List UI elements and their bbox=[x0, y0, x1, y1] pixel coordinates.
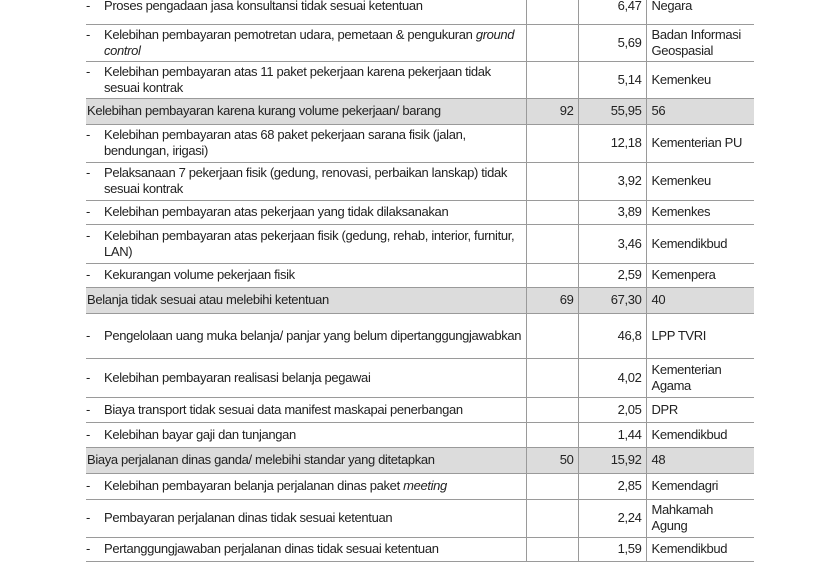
findings-table-container bbox=[86, 0, 754, 562]
value-cell: 67,30 bbox=[578, 287, 646, 313]
value-cell: 3,46 bbox=[578, 224, 646, 263]
finding-text bbox=[104, 267, 522, 283]
finding-item bbox=[86, 127, 522, 159]
entity-cell: 56 bbox=[646, 98, 754, 124]
finding-text-main: Kelebihan pembayaran pemotretan udara, pemetaan & pengukuran bbox=[104, 26, 476, 42]
finding-text-main: Pembayaran perjalanan dinas tidak sesuai ketentuan bbox=[104, 510, 393, 525]
count-cell: 69 bbox=[526, 287, 578, 313]
category-title: Kelebihan pembayaran karena kurang volume pekerjaan/ barang bbox=[87, 103, 441, 118]
category-row bbox=[86, 287, 754, 313]
finding-item bbox=[86, 228, 522, 260]
description-cell bbox=[86, 124, 526, 162]
finding-text bbox=[104, 328, 522, 344]
bullet-marker: - bbox=[86, 327, 90, 343]
count-cell bbox=[526, 499, 578, 537]
entity-cell: Kemendikbud bbox=[646, 224, 754, 263]
bullet-marker: - bbox=[86, 227, 90, 243]
finding-row bbox=[86, 313, 754, 358]
finding-text-italic: ground control bbox=[104, 26, 515, 58]
finding-text bbox=[104, 541, 522, 557]
value-cell: 12,18 bbox=[578, 124, 646, 162]
count-cell bbox=[526, 397, 578, 422]
finding-text-main: Pengelolaan uang muka belanja/ panjar yang belum dipertanggungjawabkan bbox=[104, 327, 522, 343]
finding-text-main: Kelebihan bayar gaji dan tunjangan bbox=[104, 426, 296, 442]
bullet-marker: - bbox=[86, 541, 90, 556]
description-cell bbox=[86, 0, 526, 24]
entity-cell: Kemendagri bbox=[646, 473, 754, 499]
value-cell: 3,92 bbox=[578, 162, 646, 200]
finding-item bbox=[86, 427, 522, 443]
finding-row bbox=[86, 422, 754, 447]
entity-cell: Kementerian PU bbox=[646, 124, 754, 162]
description-cell bbox=[86, 422, 526, 447]
value-cell: 5,14 bbox=[578, 61, 646, 98]
finding-item bbox=[86, 370, 522, 386]
description-cell bbox=[86, 447, 526, 473]
value-cell: 46,8 bbox=[578, 313, 646, 358]
bullet-marker: - bbox=[86, 204, 90, 219]
finding-text bbox=[104, 204, 522, 220]
finding-text bbox=[104, 127, 522, 159]
value-cell: 2,05 bbox=[578, 397, 646, 422]
finding-text-main: Kelebihan pembayaran atas 11 paket pekerjaan karena pekerjaan tidak sesuai kontrak bbox=[104, 63, 491, 95]
finding-item bbox=[86, 165, 522, 197]
finding-text-italic: meeting bbox=[403, 478, 447, 493]
finding-row bbox=[86, 499, 754, 537]
value-cell: 6,47 bbox=[578, 0, 646, 24]
finding-text-main: Proses pengadaan jasa konsultansi tidak sesuai ketentuan bbox=[104, 0, 423, 13]
bullet-marker: - bbox=[86, 165, 90, 180]
count-cell: 92 bbox=[526, 98, 578, 124]
count-cell bbox=[526, 200, 578, 224]
value-cell: 5,69 bbox=[578, 24, 646, 61]
count-cell bbox=[526, 358, 578, 397]
finding-text-main: Kelebihan pembayaran realisasi belanja pegawai bbox=[104, 369, 371, 385]
description-cell bbox=[86, 200, 526, 224]
count-cell bbox=[526, 224, 578, 263]
entity-cell: DPR bbox=[646, 397, 754, 422]
finding-item bbox=[86, 510, 522, 526]
finding-row bbox=[86, 124, 754, 162]
description-cell bbox=[86, 224, 526, 263]
finding-item bbox=[86, 267, 522, 283]
value-cell: 2,59 bbox=[578, 263, 646, 287]
entity-cell: 40 bbox=[646, 287, 754, 313]
finding-text-main: Kelebihan pembayaran atas 68 paket pekerjaan sarana fisik (jalan, bendungan, irigasi) bbox=[104, 127, 466, 158]
finding-text-main: Kekurangan volume pekerjaan fisik bbox=[104, 267, 295, 282]
count-cell: 50 bbox=[526, 447, 578, 473]
entity-cell: Kemenpera bbox=[646, 263, 754, 287]
count-cell bbox=[526, 162, 578, 200]
count-cell bbox=[526, 263, 578, 287]
finding-item bbox=[86, 0, 522, 14]
bullet-marker: - bbox=[86, 369, 90, 385]
value-cell: 1,44 bbox=[578, 422, 646, 447]
finding-text-main: Pelaksanaan 7 pekerjaan fisik (gedung, renovasi, perbaikan lanskap) tidak sesuai kontrak bbox=[104, 165, 507, 196]
value-cell: 1,59 bbox=[578, 537, 646, 561]
category-title: Belanja tidak sesuai atau melebihi ketentuan bbox=[87, 292, 329, 307]
finding-row bbox=[86, 200, 754, 224]
finding-row bbox=[86, 473, 754, 499]
entity-cell: Kemendikbud bbox=[646, 422, 754, 447]
entity-cell: Kemenkes bbox=[646, 200, 754, 224]
count-cell bbox=[526, 473, 578, 499]
category-row bbox=[86, 98, 754, 124]
findings-table bbox=[86, 0, 754, 562]
bullet-marker: - bbox=[86, 426, 90, 442]
finding-item bbox=[86, 402, 522, 418]
entity-cell: Kemenkeu bbox=[646, 162, 754, 200]
finding-text-main: Pertanggungjawaban perjalanan dinas tidak sesuai ketentuan bbox=[104, 541, 439, 556]
bullet-marker: - bbox=[86, 478, 90, 493]
count-cell bbox=[526, 61, 578, 98]
finding-text bbox=[104, 0, 522, 14]
finding-text bbox=[104, 402, 522, 418]
description-cell bbox=[86, 287, 526, 313]
bullet-marker: - bbox=[86, 63, 90, 79]
finding-text bbox=[104, 478, 522, 494]
description-cell bbox=[86, 358, 526, 397]
finding-row bbox=[86, 358, 754, 397]
description-cell bbox=[86, 397, 526, 422]
finding-item bbox=[86, 328, 522, 344]
entity-cell: Negara bbox=[646, 0, 754, 24]
finding-item bbox=[86, 64, 522, 96]
value-cell: 55,95 bbox=[578, 98, 646, 124]
count-cell bbox=[526, 313, 578, 358]
value-cell: 3,89 bbox=[578, 200, 646, 224]
entity-cell: LPP TVRI bbox=[646, 313, 754, 358]
finding-text bbox=[104, 27, 522, 59]
value-cell: 4,02 bbox=[578, 358, 646, 397]
description-cell bbox=[86, 313, 526, 358]
finding-text bbox=[104, 64, 522, 96]
count-cell bbox=[526, 537, 578, 561]
finding-row bbox=[86, 0, 754, 24]
finding-item bbox=[86, 204, 522, 220]
bullet-marker: - bbox=[86, 267, 90, 282]
entity-cell: Kemendikbud bbox=[646, 537, 754, 561]
finding-item bbox=[86, 478, 522, 494]
bullet-marker: - bbox=[86, 26, 90, 42]
count-cell bbox=[526, 422, 578, 447]
value-cell: 2,24 bbox=[578, 499, 646, 537]
description-cell bbox=[86, 537, 526, 561]
count-cell bbox=[526, 24, 578, 61]
description-cell bbox=[86, 162, 526, 200]
finding-text bbox=[104, 165, 522, 197]
finding-text bbox=[104, 370, 522, 386]
finding-text bbox=[104, 228, 522, 260]
description-cell bbox=[86, 24, 526, 61]
entity-cell: 48 bbox=[646, 447, 754, 473]
finding-text-main: Biaya transport tidak sesuai data manifest maskapai penerbangan bbox=[104, 401, 463, 417]
finding-row bbox=[86, 263, 754, 287]
entity-cell: Mahkamah Agung bbox=[646, 499, 754, 537]
finding-row bbox=[86, 162, 754, 200]
finding-text-main: Kelebihan pembayaran atas pekerjaan yang tidak dilaksanakan bbox=[104, 204, 449, 219]
bullet-marker: - bbox=[86, 401, 90, 417]
finding-text-main: Kelebihan pembayaran belanja perjalanan dinas paket bbox=[104, 478, 404, 493]
description-cell bbox=[86, 61, 526, 98]
finding-row bbox=[86, 24, 754, 61]
finding-row bbox=[86, 397, 754, 422]
finding-row bbox=[86, 224, 754, 263]
findings-table-body bbox=[86, 0, 754, 561]
bullet-marker: - bbox=[86, 0, 90, 13]
finding-text-main: Kelebihan pembayaran atas pekerjaan fisik (gedung, rehab, interior, furnitur, LAN) bbox=[104, 227, 515, 259]
category-row bbox=[86, 447, 754, 473]
value-cell: 2,85 bbox=[578, 473, 646, 499]
finding-text bbox=[104, 510, 522, 526]
description-cell bbox=[86, 263, 526, 287]
bullet-marker: - bbox=[86, 510, 90, 525]
entity-cell: Kementerian Agama bbox=[646, 358, 754, 397]
entity-cell: Badan Informasi Geospasial bbox=[646, 24, 754, 61]
finding-item bbox=[86, 27, 522, 59]
bullet-marker: - bbox=[86, 127, 90, 142]
finding-item bbox=[86, 541, 522, 557]
entity-cell: Kemenkeu bbox=[646, 61, 754, 98]
count-cell bbox=[526, 0, 578, 24]
description-cell bbox=[86, 499, 526, 537]
description-cell bbox=[86, 98, 526, 124]
description-cell bbox=[86, 473, 526, 499]
finding-text bbox=[104, 427, 522, 443]
category-title: Biaya perjalanan dinas ganda/ melebihi standar yang ditetapkan bbox=[87, 452, 435, 467]
value-cell: 15,92 bbox=[578, 447, 646, 473]
finding-row bbox=[86, 61, 754, 98]
count-cell bbox=[526, 124, 578, 162]
finding-row bbox=[86, 537, 754, 561]
